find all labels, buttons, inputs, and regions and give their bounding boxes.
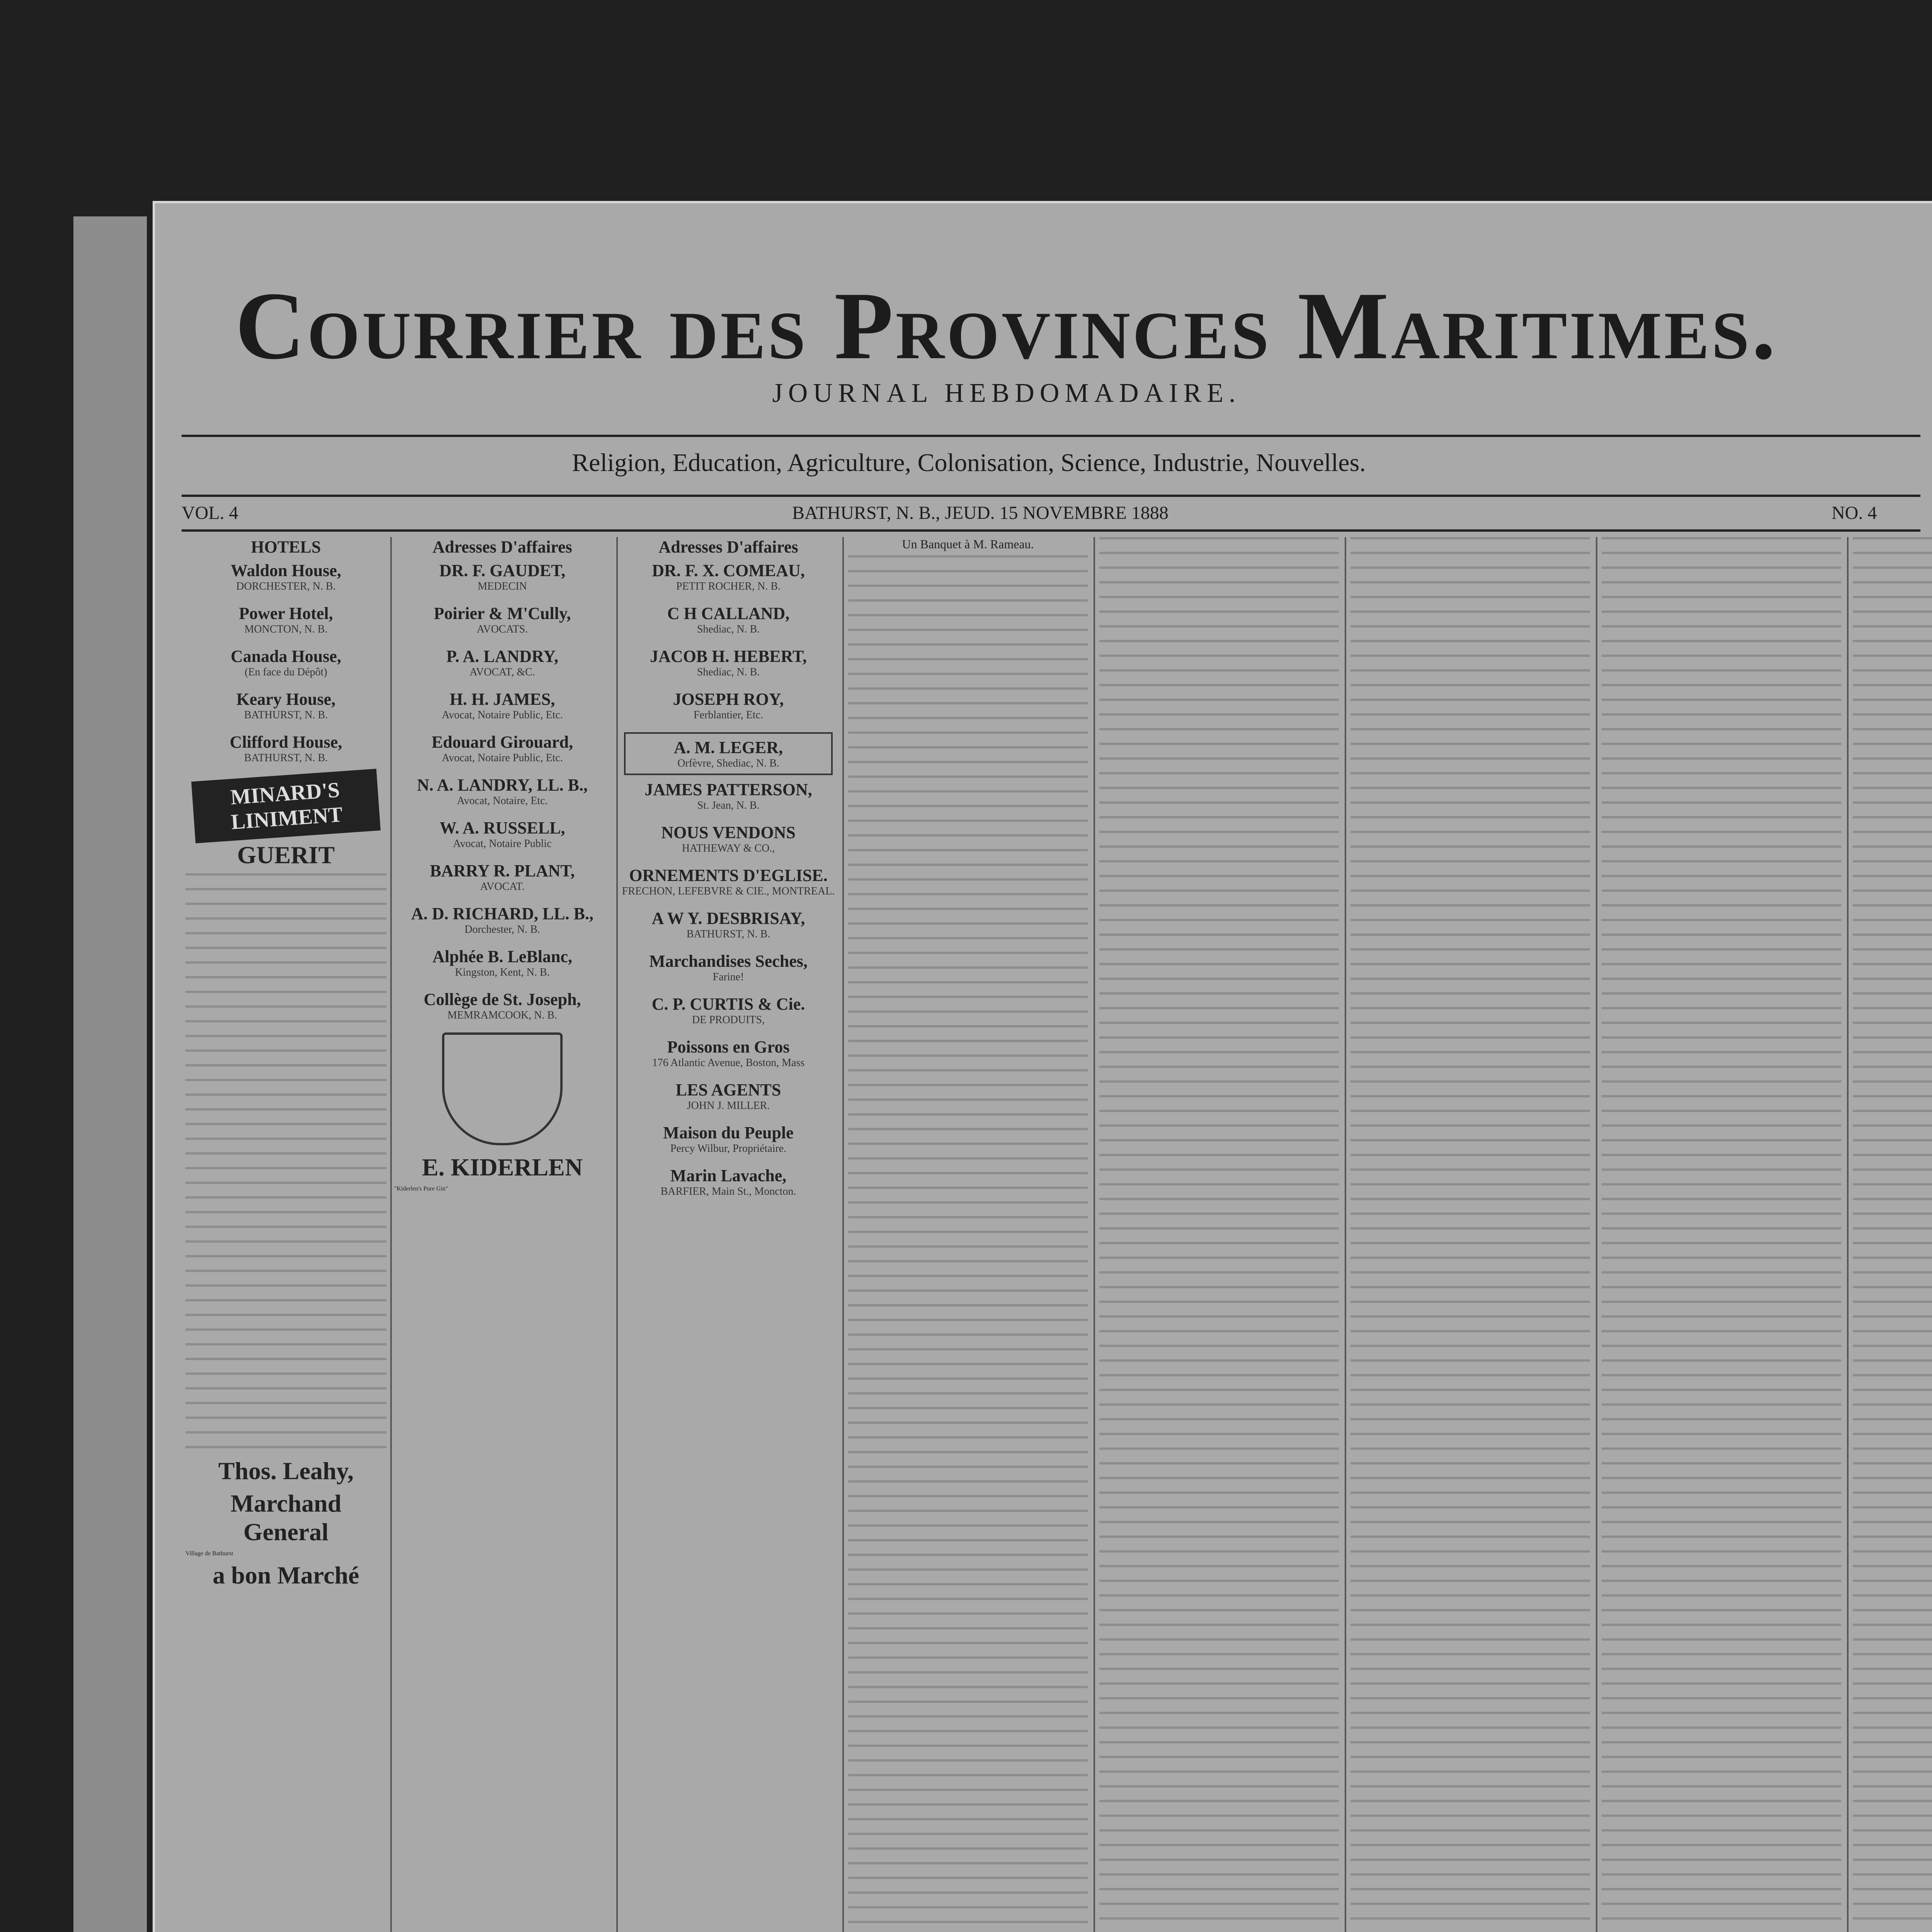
- article-text: [848, 555, 1088, 1932]
- business-entry: DR. F. GAUDET, MEDECIN: [439, 561, 566, 592]
- dateline-rule: [182, 529, 1920, 532]
- masthead-rule: [182, 435, 1920, 437]
- business-entry: JOSEPH ROY, Ferblantier, Etc.: [673, 690, 784, 721]
- business-entry: Edouard Girouard, Avocat, Notaire Public, Etc.: [432, 733, 573, 764]
- business-entry: Poissons en Gros 176 Atlantic Avenue, Boston, Mass: [652, 1037, 805, 1069]
- business-heading-2: Adresses D'affaires: [658, 537, 798, 556]
- column-rule: [1345, 537, 1346, 1932]
- leahy-ad-place: Village de Bathurst: [185, 1550, 233, 1557]
- leahy-ad-line: Marchand General: [230, 1490, 342, 1546]
- article-text: [1853, 537, 1932, 1932]
- business-entry: BARRY R. PLANT, AVOCAT.: [430, 861, 575, 893]
- article-column-3: [1350, 537, 1590, 1932]
- business-entry: LES AGENTS JOHN J. MILLER.: [675, 1080, 781, 1112]
- business-entry: Collège de St. Joseph, MEMRAMCOOK, N. B.: [423, 990, 581, 1021]
- article-text: [1350, 537, 1590, 1932]
- article-title: Un Banquet à M. Rameau.: [902, 537, 1034, 551]
- minards-liniment-ad: MINARD'S LINIMENT: [191, 769, 381, 843]
- business-entry: A W Y. DESBRISAY, BATHURST, N. B.: [651, 909, 805, 940]
- column-rule: [1094, 537, 1095, 1932]
- business-entry: C. P. CURTIS & Cie. DE PRODUITS,: [651, 995, 805, 1026]
- issue-date: BATHURST, N. B., JEUD. 15 NOVEMBRE 1888: [792, 503, 1168, 523]
- article-column-2: [1099, 537, 1339, 1932]
- article-text: [1602, 537, 1841, 1932]
- business-entry: JACOB H. HEBERT, Shediac, N. B.: [650, 647, 807, 678]
- hotel-entry: Waldon House, DORCHESTER, N. B.: [230, 561, 342, 592]
- ad-text-lines: [185, 873, 386, 1453]
- business-column-2: [620, 537, 837, 1932]
- business-entry: Marin Lavache, BARFIER, Main St., Moncton.: [660, 1166, 796, 1197]
- business-entry: A. M. LEGER, Orfèvre, Shediac, N. B.: [624, 732, 833, 775]
- business-column-1: [394, 537, 611, 1932]
- tagline-rule: [182, 495, 1920, 497]
- business-entry: C H CALLAND, Shediac, N. B.: [667, 604, 790, 635]
- masthead: [147, 270, 1866, 409]
- business-entry: NOUS VENDONS HATHEWAY & CO.,: [661, 823, 796, 854]
- column-rule: [842, 537, 844, 1932]
- leahy-ad: Thos. Leahy,: [218, 1457, 354, 1485]
- business-entry: Alphée B. LeBlanc, Kingston, Kent, N. B.: [432, 947, 572, 978]
- article-column-5: [1853, 537, 1932, 1932]
- adjacent-page-edge: [73, 216, 147, 1932]
- business-entry: N. A. LANDRY, LL. B., Avocat, Notaire, Etc.: [417, 776, 588, 807]
- article-column-4: [1602, 537, 1841, 1932]
- hotel-entry: Keary House, BATHURST, N. B.: [236, 690, 336, 721]
- issue-number: NO. 4: [1832, 503, 1877, 523]
- hotels-column: [185, 537, 386, 1932]
- business-entry: DR. F. X. COMEAU, PETIT ROCHER, N. B.: [652, 561, 805, 592]
- business-entry: A. D. RICHARD, LL. B., Dorchester, N. B.: [411, 904, 594, 935]
- hotel-entry: Canada House, (En face du Dépôt): [230, 647, 342, 678]
- gin-heart-logo: [442, 1032, 563, 1145]
- column-rule: [390, 537, 392, 1932]
- business-entry: W. A. RUSSELL, Avocat, Notaire Public: [439, 818, 565, 850]
- article-text: [1099, 537, 1339, 1932]
- column-rule: [1596, 537, 1597, 1932]
- business-entry: Poirier & M'Cully, AVOCATS.: [434, 604, 571, 635]
- business-entry: H. H. JAMES, Avocat, Notaire Public, Etc.: [442, 690, 563, 721]
- column-rule: [1847, 537, 1849, 1932]
- column-rule: [616, 537, 618, 1932]
- business-heading: Adresses D'affaires: [432, 537, 572, 556]
- guerit-ad: GUERIT: [237, 841, 335, 869]
- business-entry: JAMES PATTERSON, St. Jean, N. B.: [645, 780, 812, 811]
- business-entry: ORNEMENTS D'EGLISE. FRECHON, LEFEBVRE & CIE., MONTREAL.: [622, 866, 835, 897]
- tagline: Religion, Education, Agriculture, Colonisation, Science, Industrie, Nouvelles.: [572, 449, 1366, 477]
- newspaper-subtitle: JOURNAL HEBDOMADAIRE.: [772, 378, 1241, 408]
- business-entry: P. A. LANDRY, AVOCAT, &C.: [446, 647, 558, 678]
- kiderlen-name: E. KIDERLEN: [422, 1153, 583, 1181]
- article-column-1: [848, 537, 1088, 1932]
- business-entry: Maison du Peuple Percy Wilbur, Propriétaire.: [663, 1123, 794, 1155]
- business-entry: Marchandises Seches, Farine!: [649, 952, 808, 983]
- kiderlen-gin-ad: "Kiderlen's Pure Gin": [394, 1185, 448, 1192]
- hotels-heading: HOTELS: [251, 537, 321, 556]
- leahy-ad-footer: a bon Marché: [213, 1561, 359, 1589]
- hotel-entry: Clifford House, BATHURST, N. B.: [230, 733, 342, 764]
- newspaper-title: Courrier des Provinces Maritimes.: [235, 272, 1778, 379]
- hotel-entry: Power Hotel, MONCTON, N. B.: [239, 604, 333, 635]
- volume-label: VOL. 4: [182, 503, 238, 523]
